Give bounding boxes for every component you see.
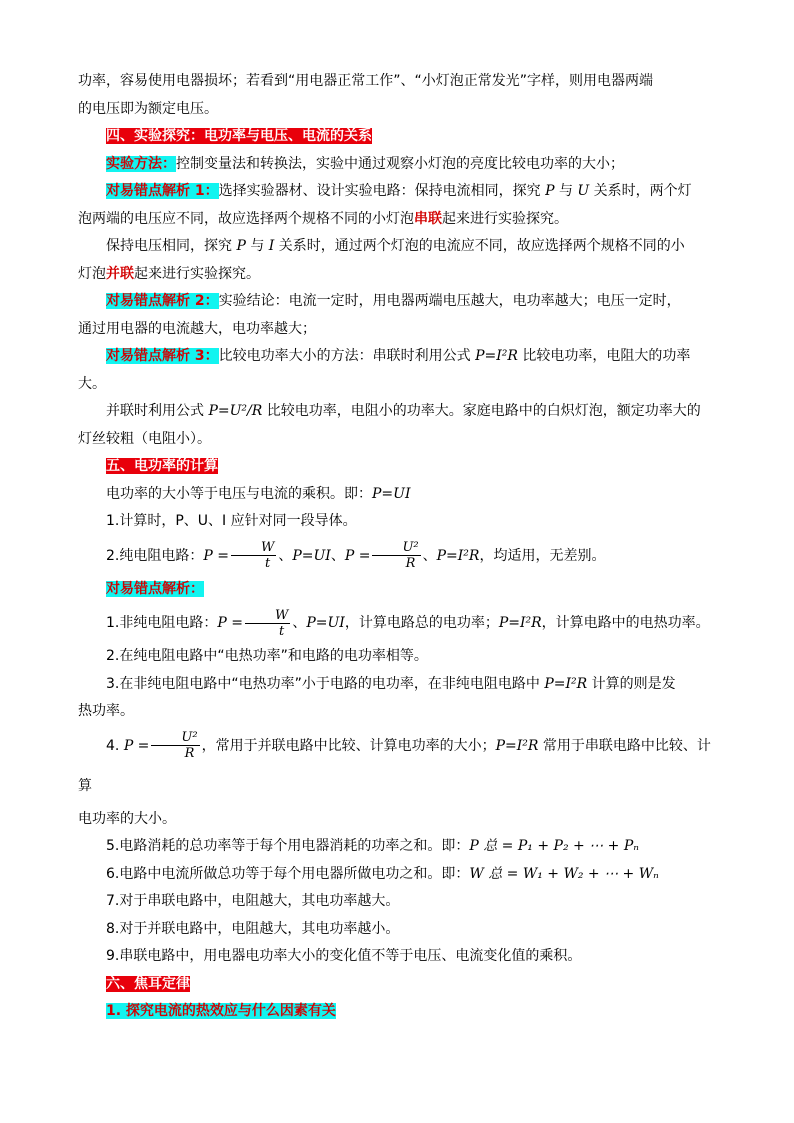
section-title: 五、电功率的计算 bbox=[106, 458, 218, 474]
text-line: 通过用电器的电流越大，电功率越大； bbox=[78, 320, 316, 337]
text-span: 泡两端的电压应不同，故应选择两个规格不同的小灯泡 bbox=[78, 210, 414, 227]
error-analysis-1 bbox=[78, 178, 718, 206]
text-span: 起来进行实验探究。 bbox=[134, 265, 260, 282]
formula: P=UI bbox=[306, 615, 345, 631]
text-span: 、 bbox=[422, 547, 437, 564]
error-label: 对易错点解析 1： bbox=[106, 183, 219, 199]
section-heading-4 bbox=[78, 123, 718, 151]
text-span: 比较电功率，电阻大的功率 bbox=[517, 348, 691, 364]
formula: P = bbox=[203, 547, 229, 564]
formula: P=U²/R bbox=[208, 403, 263, 419]
formula: P = bbox=[123, 737, 150, 754]
method-text: 控制变量法和转换法，实验中通过观察小灯泡的亮度比较电功率的大小； bbox=[176, 155, 624, 172]
symbol-u: U bbox=[577, 183, 590, 199]
text-line: 电功率的大小。 bbox=[78, 810, 176, 827]
text-line: 热功率。 bbox=[78, 703, 134, 719]
calc-line-3 bbox=[78, 536, 718, 576]
error-item-9: 9.串联电路中，用电器电功率大小的变化值不等于电压、电流变化值的乘积。 bbox=[106, 948, 582, 964]
method-paragraph bbox=[78, 151, 718, 179]
text-span: 常用于串联电路中比较、计算 bbox=[78, 737, 711, 794]
formula: P=I²R bbox=[475, 348, 518, 364]
text-span: 计算的则是发 bbox=[587, 675, 676, 692]
error-item-3 bbox=[78, 671, 718, 699]
symbol-i: I bbox=[268, 238, 275, 254]
error-item-6 bbox=[78, 861, 718, 889]
text-line bbox=[78, 261, 718, 289]
text-span: 灯泡 bbox=[78, 265, 106, 282]
text-span: 起来进行实验探究。 bbox=[442, 210, 568, 227]
text-span: 并联时利用公式 bbox=[106, 403, 209, 419]
text-span: 、 bbox=[278, 547, 293, 564]
error-analysis-3 bbox=[78, 343, 718, 371]
error-item-7: 7.对于串联电路中，电阻越大，其电功率越大。 bbox=[106, 893, 400, 909]
error-analysis-heading bbox=[78, 576, 718, 604]
formula: P=I²R bbox=[495, 737, 539, 754]
error-label: 对易错点解析 2： bbox=[106, 293, 219, 309]
error-label: 对易错点解析 3： bbox=[106, 348, 219, 364]
text-span: 与 bbox=[245, 238, 269, 254]
method-label: 实验方法： bbox=[106, 155, 176, 172]
formula: P 总 = P₁ + P₂ + ⋯ + Pₙ bbox=[469, 838, 639, 854]
text-span: 与 bbox=[554, 183, 578, 199]
text-span: ，常用于并联电路中比较、计算电功率的大小； bbox=[201, 737, 496, 754]
fraction-u2-over-r bbox=[151, 730, 199, 761]
section-heading-5 bbox=[78, 453, 718, 481]
text-span: 5.电路消耗的总功率等于每个用电器消耗的功率之和。即： bbox=[106, 838, 470, 854]
formula: P = bbox=[344, 547, 371, 564]
text-span: 、 bbox=[292, 615, 307, 631]
symbol-p: P bbox=[236, 238, 246, 254]
error-label: 对易错点解析： bbox=[106, 580, 204, 597]
keyword-series: 串联 bbox=[414, 210, 442, 227]
subsection-heading bbox=[78, 998, 718, 1026]
text-span: 关系时，通过两个灯泡的电流应不同，故应选择两个规格不同的小 bbox=[274, 238, 685, 254]
text-span: ，均适用，无差别。 bbox=[479, 547, 606, 564]
fraction-u2-over-r bbox=[372, 540, 420, 571]
document-page bbox=[78, 68, 718, 1026]
numerator: U² bbox=[151, 730, 199, 746]
parallel-paragraph bbox=[78, 233, 718, 261]
numerator: W bbox=[245, 608, 290, 624]
text-span: ，计算电路中的电热功率。 bbox=[541, 615, 710, 631]
error-item-2: 2.在纯电阻电路中“电热功率”和电路的电功率相等。 bbox=[106, 648, 428, 664]
text-span: 6.电路中电流所做总功等于每个用电器所做电功之和。即： bbox=[106, 865, 470, 882]
text-span: 选择实验器材、设计实验电路：保持电流相同，探究 bbox=[218, 183, 546, 199]
parallel-formula-paragraph bbox=[78, 398, 718, 426]
subsection-title: 1. 探究电流的热效应与什么因素有关 bbox=[106, 1003, 336, 1019]
numerator: U² bbox=[372, 540, 420, 556]
text-span: 实验结论：电流一定时，用电器两端电压越大，电功率越大；电压一定时， bbox=[218, 293, 681, 309]
formula: P=I²R bbox=[436, 547, 480, 564]
formula: P=UI bbox=[292, 547, 331, 564]
denominator: t bbox=[265, 556, 271, 571]
section-title: 六、焦耳定律 bbox=[106, 975, 190, 992]
formula: W 总 = W₁ + W₂ + ⋯ + Wₙ bbox=[469, 865, 659, 882]
error-item-4 bbox=[78, 726, 718, 806]
denominator: R bbox=[405, 556, 416, 571]
symbol-p: P bbox=[545, 183, 555, 199]
text-line: 灯丝较粗（电阻小）。 bbox=[78, 430, 211, 447]
error-item-8: 8.对于并联电路中，电阻越大，其电功率越小。 bbox=[106, 920, 400, 937]
calc-line-2: 1.计算时，P、U、I 应针对同一段导体。 bbox=[106, 513, 357, 529]
formula: P=I²R bbox=[498, 615, 542, 631]
text-line: 的电压即为额定电压。 bbox=[78, 100, 218, 117]
section-title: 四、实验探究：电功率与电压、电流的关系 bbox=[106, 128, 372, 144]
text-span: 关系时，两个灯 bbox=[589, 183, 692, 199]
error-item-5 bbox=[78, 833, 718, 861]
text-line: 大。 bbox=[78, 375, 106, 392]
formula: P=UI bbox=[372, 485, 411, 502]
denominator: t bbox=[279, 623, 285, 639]
text-span: 4. bbox=[106, 737, 124, 754]
text-span: 3.在非纯电阻电路中“电热功率”小于电路的电功率，在非纯电阻电路中 bbox=[106, 675, 545, 692]
formula: P = bbox=[217, 615, 243, 631]
text-span: 保持电压相同，探究 bbox=[106, 238, 237, 254]
text-span: 比较电功率大小的方法：串联时利用公式 bbox=[218, 348, 476, 364]
keyword-parallel: 并联 bbox=[106, 265, 134, 282]
calc-line-1 bbox=[78, 481, 718, 509]
error-item-1 bbox=[78, 603, 718, 643]
section-heading-6 bbox=[78, 971, 718, 999]
text-line: 功率，容易使用电器损坏；若看到“用电器正常工作”、“小灯泡正常发光”字样，则用电器两端 bbox=[78, 73, 654, 89]
text-span: 电功率的大小等于电压与电流的乘积。即： bbox=[106, 485, 372, 502]
fraction-w-over-t bbox=[245, 608, 290, 639]
numerator: W bbox=[231, 540, 276, 556]
formula: P=I²R bbox=[544, 675, 588, 692]
text-span: 比较电功率，电阻小的功率大。家庭电路中的白炽灯泡，额定功率大的 bbox=[262, 403, 701, 419]
error-analysis-2 bbox=[78, 288, 718, 316]
fraction-w-over-t bbox=[231, 540, 276, 571]
text-line bbox=[78, 206, 718, 234]
text-span: 、 bbox=[330, 547, 345, 564]
denominator: R bbox=[184, 746, 195, 761]
text-span: 1.非纯电阻电路： bbox=[106, 615, 218, 631]
text-span: 2.纯电阻电路： bbox=[106, 547, 204, 564]
text-span: ，计算电路总的电功率； bbox=[344, 615, 499, 631]
